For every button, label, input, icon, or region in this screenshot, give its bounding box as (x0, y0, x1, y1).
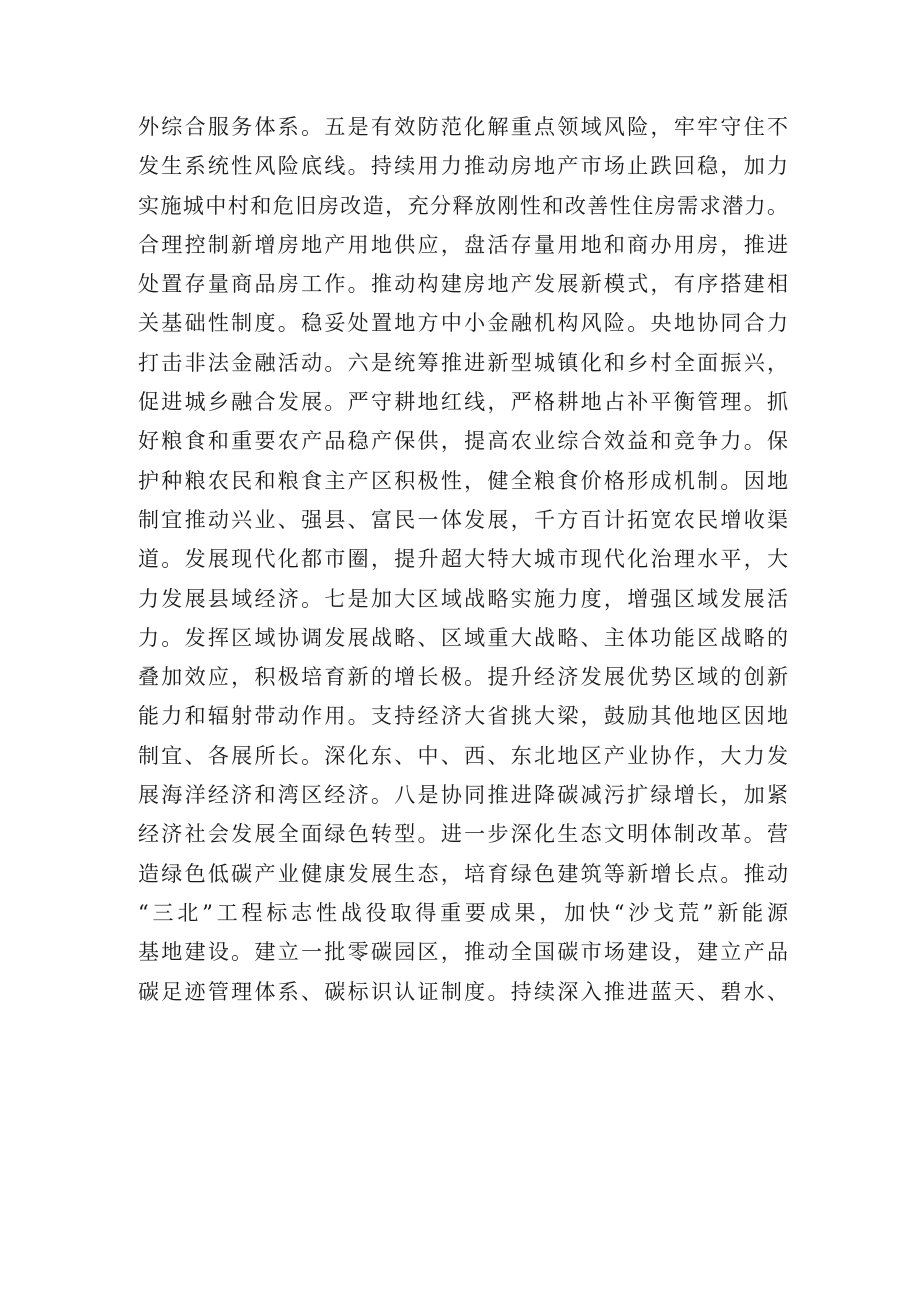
text-line: 力发展县域经济。七是加大区域战略实施力度，增强区域发展活 (138, 586, 788, 611)
text-line: 碳足迹管理体系、碳标识认证制度。持续深入推进蓝天、碧水、 (138, 979, 788, 1004)
text-line: 制宜、各展所长。深化东、中、西、东北地区产业协作，大力发 (138, 743, 788, 768)
text-line: 护种粮农民和粮食主产区积极性，健全粮食价格形成机制。因地 (138, 468, 788, 493)
body-paragraph (138, 108, 788, 1012)
text-line: 外综合服务体系。五是有效防范化解重点领域风险，牢牢守住不 (138, 115, 788, 139)
text-line: 力。发挥区域协调发展战略、区域重大战略、主体功能区战略的 (138, 625, 788, 650)
text-line: 基地建设。建立一批零碳园区，推动全国碳市场建设，建立产品 (138, 940, 788, 965)
text-line: “三北”工程标志性战役取得重要成果，加快“沙戈荒”新能源 (138, 900, 788, 925)
text-line: 能力和辐射带动作用。支持经济大省挑大梁，鼓励其他地区因地 (138, 704, 788, 729)
text-line: 处置存量商品房工作。推动构建房地产发展新模式，有序搭建相 (138, 272, 788, 297)
text-line: 实施城中村和危旧房改造，充分释放刚性和改善性住房需求潜力。 (138, 193, 788, 218)
text-line: 道。发展现代化都市圈，提升超大特大城市现代化治理水平，大 (138, 547, 788, 572)
text-line: 制宜推动兴业、强县、富民一体发展，千方百计拓宽农民增收渠 (138, 507, 788, 532)
text-line: 造绿色低碳产业健康发展生态，培育绿色建筑等新增长点。推动 (138, 861, 788, 886)
text-line: 合理控制新增房地产用地供应，盘活存量用地和商办用房，推进 (138, 232, 788, 257)
text-line: 经济社会发展全面绿色转型。进一步深化生态文明体制改革。营 (138, 822, 788, 847)
text-line: 打击非法金融活动。六是统筹推进新型城镇化和乡村全面振兴， (138, 350, 788, 375)
text-line: 促进城乡融合发展。严守耕地红线，严格耕地占补平衡管理。抓 (138, 390, 788, 415)
text-line: 发生系统性风险底线。持续用力推动房地产市场止跌回稳，加力 (138, 154, 788, 179)
text-line: 好粮食和重要农产品稳产保供，提高农业综合效益和竞争力。保 (138, 429, 788, 454)
text-line: 展海洋经济和湾区经济。八是协同推进降碳减污扩绿增长，加紧 (138, 783, 788, 808)
text-line: 叠加效应，积极培育新的增长极。提升经济发展优势区域的创新 (138, 665, 788, 690)
text-line: 关基础性制度。稳妥处置地方中小金融机构风险。央地协同合力 (138, 311, 788, 336)
